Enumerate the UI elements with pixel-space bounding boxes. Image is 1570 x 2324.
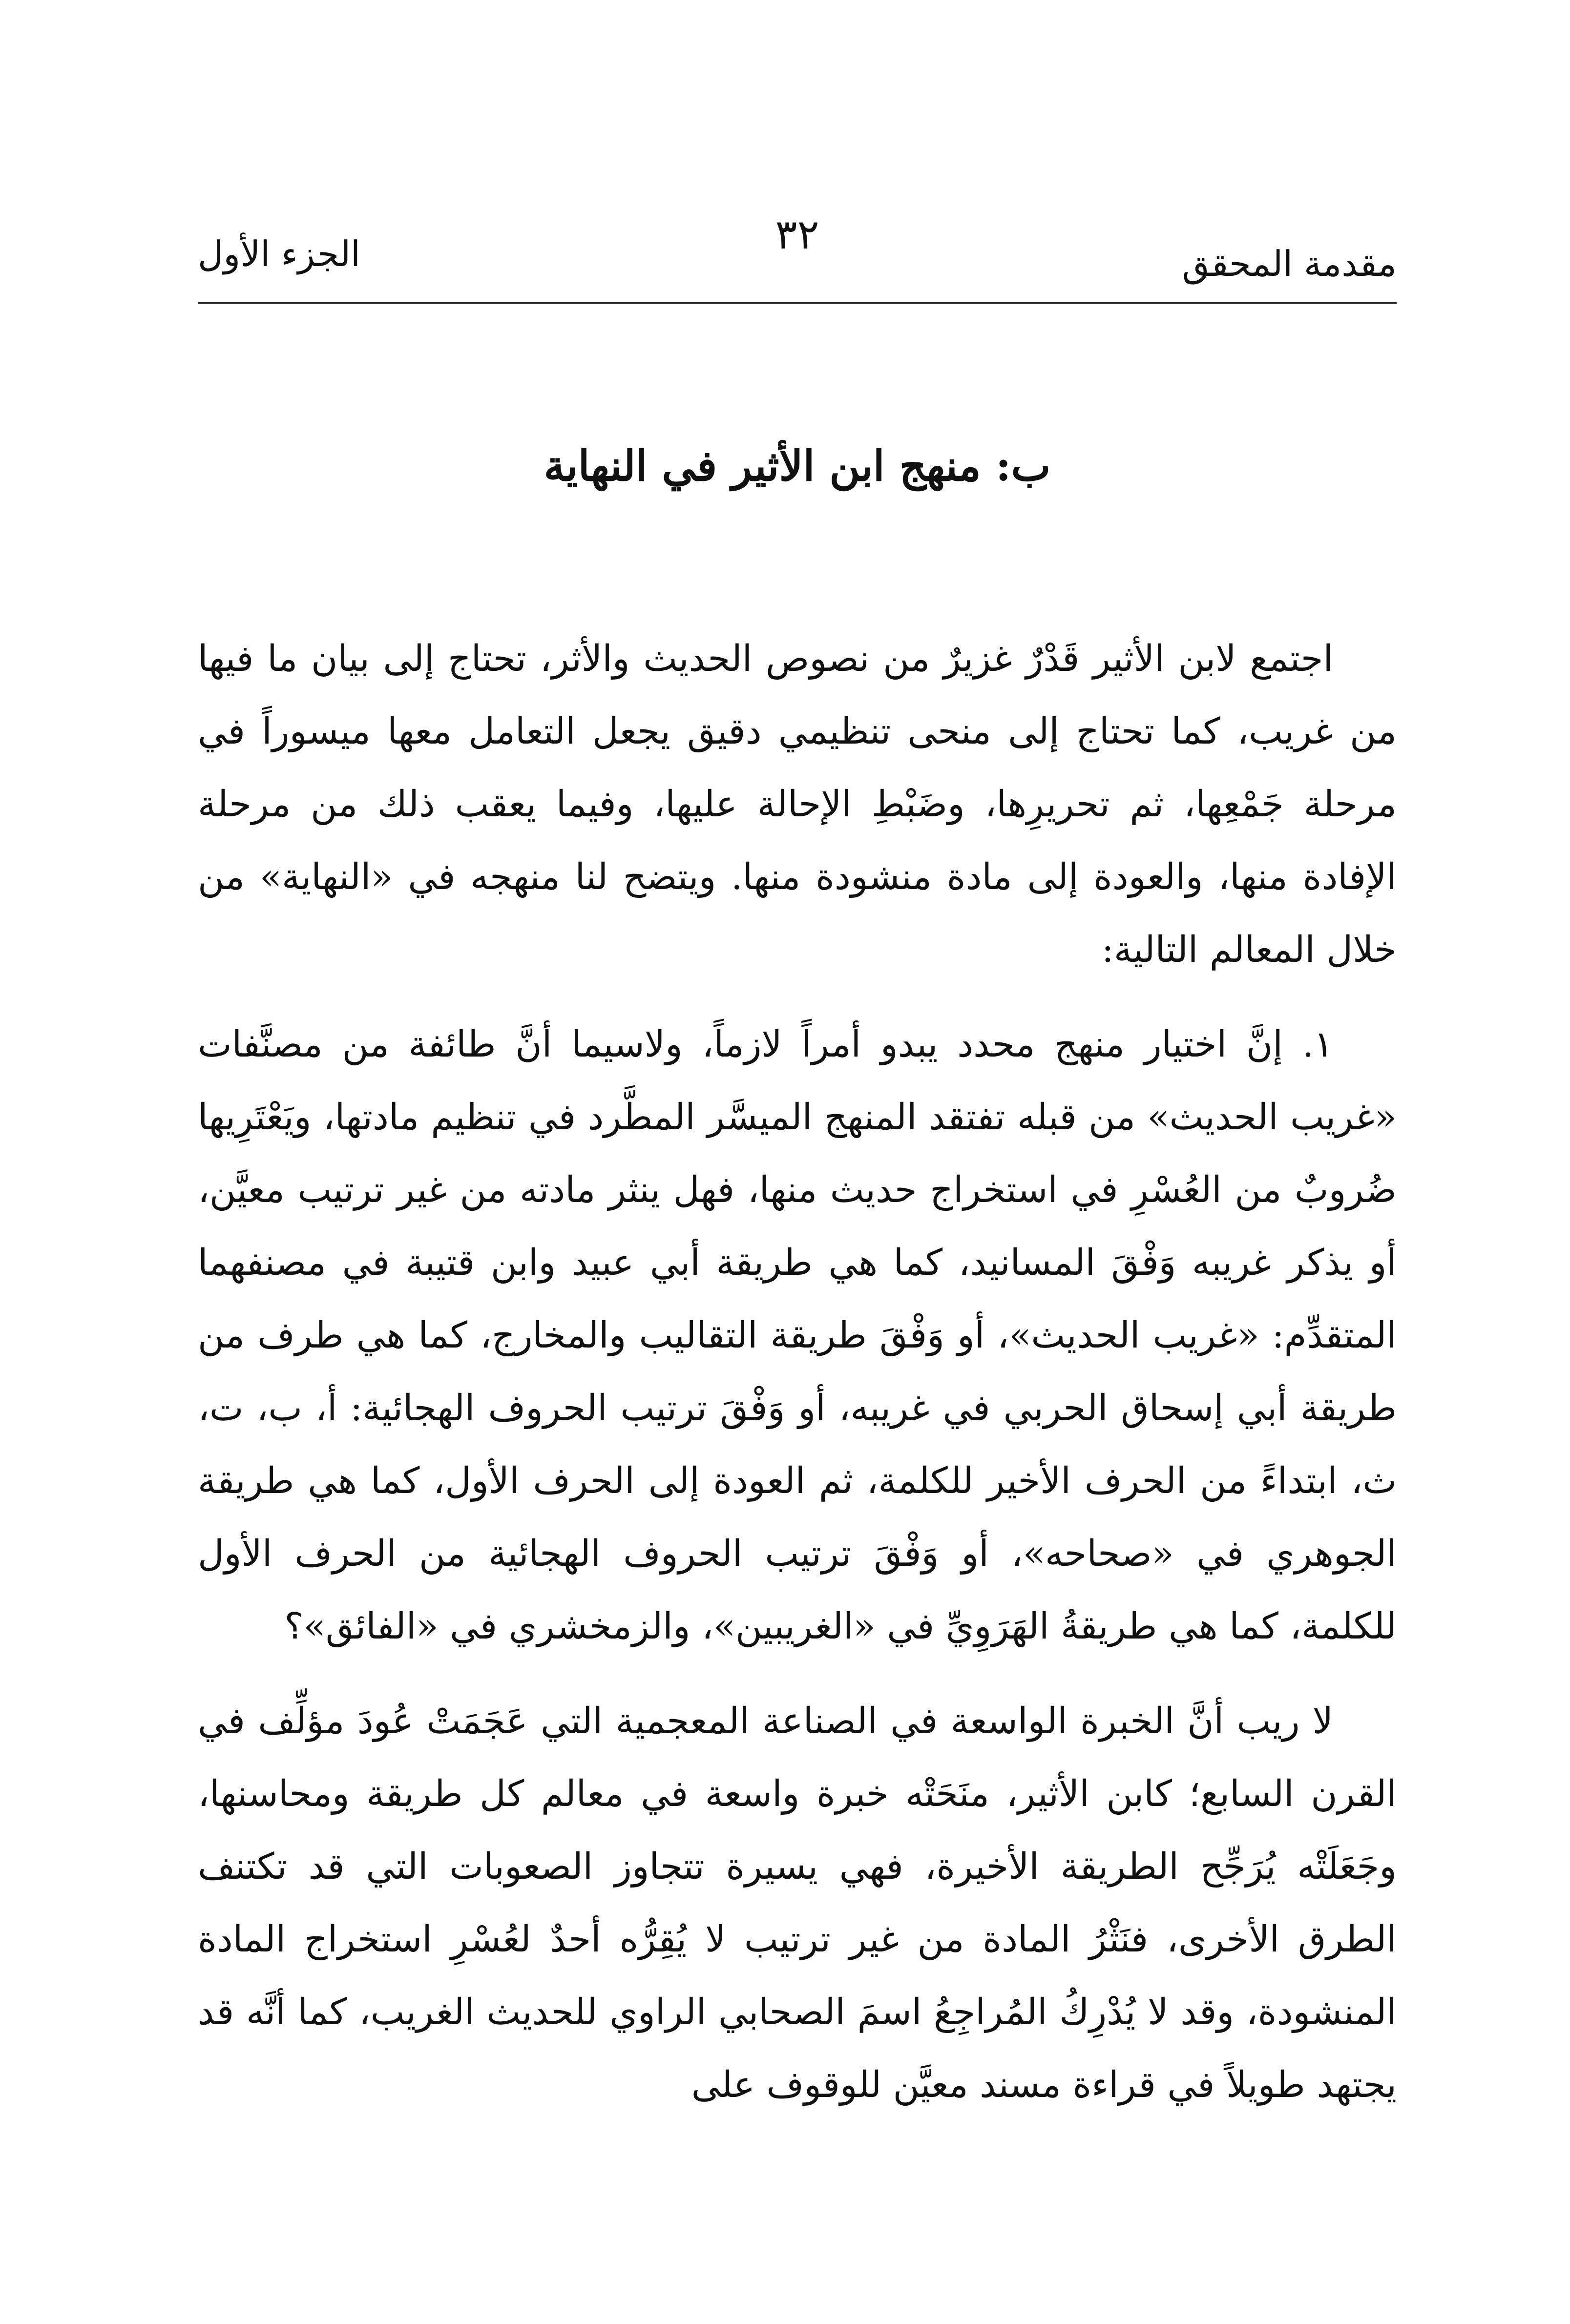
chapter-title: مقدمة المحقق bbox=[1182, 243, 1397, 284]
section-heading: ب: منهج ابن الأثير في النهاية bbox=[544, 441, 1051, 491]
header-divider bbox=[198, 302, 1397, 304]
page-number: ٣٢ bbox=[775, 210, 819, 258]
body-text bbox=[198, 622, 1397, 2143]
running-header bbox=[198, 205, 1397, 293]
paragraph-point-1: ١. إنَّ اختيار منهج محدد يبدو أمراً لازماً، ولاسيما أنَّ طائفة من مصنَّفات «غريب الحديث» من قبله تفتقد المنهج الميسَّر المطَّرد في تنظيم مادتها، ويَعْتَرِيها ضُروبٌ من العُسْرِ في استخراج حديث منها، فهل ينثر مادته من غير ترتيب معيَّن، أو يذكر غريبه وَفْقَ المسانيد، كما هي طريقة أبي عبيد وابن قتيبة في مصنفهما المتقدِّم: «غريب الحديث»، أو وَفْقَ طريقة التقاليب والمخارج، كما هي طرف من طريقة أبي إسحاق الحربي في غريبه، أو وَفْقَ ترتيب الحروف الهجائية: أ، ب، ت، ث، ابتداءً من الحرف الأخير للكلمة، ثم العودة إلى الحرف الأول، كما هي طريقة الجوهري في «صحاحه»، أو وَفْقَ ترتيب الحروف الهجائية من الحرف الأول للكلمة، كما هي طريقةُ الهَرَوِيِّ في «الغريبين»، والزمخشري في «الفائق»؟ bbox=[198, 1023, 1397, 1647]
paragraph-intro: اجتمع لابن الأثير قَدْرٌ غزيرٌ من نصوص الحديث والأثر، تحتاج إلى بيان ما فيها من غريب، كما تحتاج إلى منحى تنظيمي دقيق يجعل التعامل معها ميسوراً في مرحلة جَمْعِها، ثم تحريرِها، وضَبْطِ الإحالة عليها، وفيما يعقب ذلك من مرحلة الإفادة منها، والعودة إلى مادة منشودة منها. ويتضح لنا منهجه في «النهاية» من خلال المعالم التالية: bbox=[198, 638, 1397, 971]
part-title: الجزء الأول bbox=[198, 233, 361, 274]
paragraph-discussion: لا ريب أنَّ الخبرة الواسعة في الصناعة المعجمية التي عَجَمَتْ عُودَ مؤلِّف في القرن السابع؛ كابن الأثير، منَحَتْه خبرة واسعة في معالم كل طريقة ومحاسنها، وجَعَلَتْه يُرَجِّح الطريقة الأخيرة، فهي يسيرة تتجاوز الصعوبات التي قد تكتنف الطرق الأخرى، فنَثْرُ المادة من غير ترتيب لا يُقِرُّه أحدٌ لعُسْرِ استخراج المادة المنشودة، وقد لا يُدْرِكُ المُراجِعُ اسمَ الصحابي الراوي للحديث الغريب، كما أنَّه قد يجتهد طويلاً في قراءة مسند معيَّن للوقوف على bbox=[198, 1700, 1397, 2106]
